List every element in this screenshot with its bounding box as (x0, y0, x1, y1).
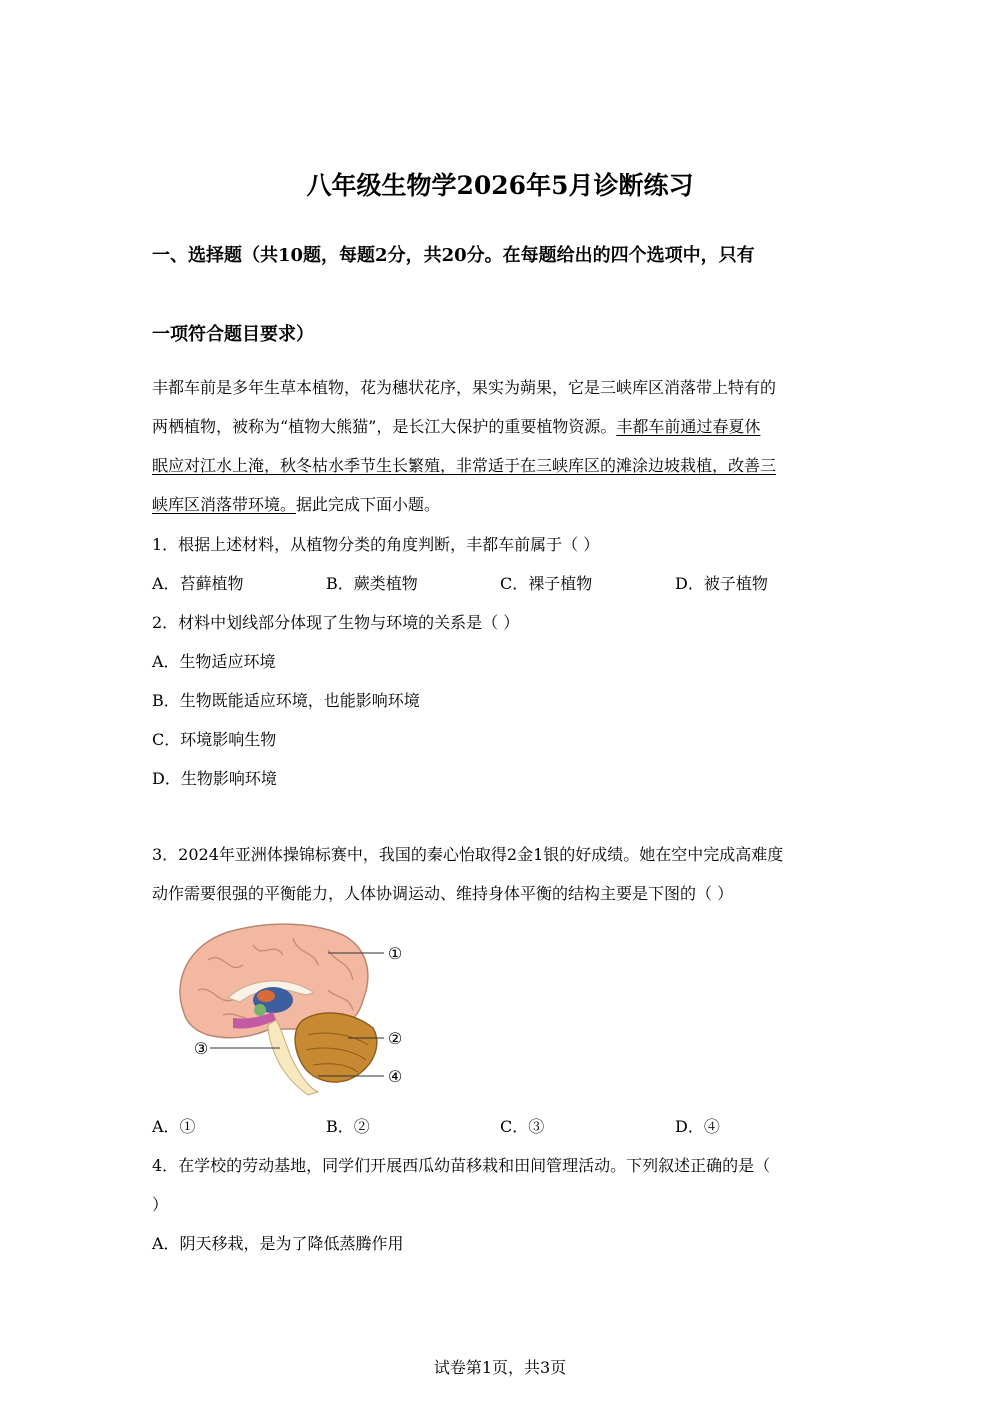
q4-option-a: A．阴天移栽，是为了降低蒸腾作用 (152, 1234, 404, 1253)
q1-option-b: B．蕨类植物 (326, 574, 418, 593)
q3-option-c: C．③ (500, 1117, 545, 1136)
q3-option-b: B．② (326, 1117, 370, 1136)
passage-line (152, 415, 760, 439)
question-1-stem: 1．根据上述材料，从植物分类的角度判断，丰都车前属于（ ） (152, 535, 600, 554)
fig-label-1: ① (387, 944, 403, 963)
section-heading-line2: 一项符合题目要求） (152, 324, 314, 345)
q1-option-c: C．裸子植物 (500, 574, 593, 593)
q3-option-a: A．① (152, 1117, 196, 1136)
question-3-stem-line1: 3．2024年亚洲体操锦标赛中，我国的秦心怡取得2金1银的好成绩。她在空中完成高难度 (152, 845, 784, 864)
section-heading-line1: 一、选择题（共10题，每题2分，共20分。在每题给出的四个选项中，只有 (152, 245, 755, 266)
passage-underlined-text: 丰都车前通过春夏休 (616, 417, 761, 436)
q2-option-d: D．生物影响环境 (152, 769, 277, 788)
page-footer: 试卷第1页，共3页 (433, 1358, 567, 1377)
question-2-stem: 2．材料中划线部分体现了生物与环境的关系是（ ） (152, 613, 520, 632)
fig-label-3: ③ (193, 1039, 209, 1058)
passage-text: 两栖植物，被称为“植物大熊猫”，是长江大保护的重要植物资源。 (152, 417, 617, 436)
passage-line (152, 493, 440, 517)
page-title: 八年级生物学2026年5月诊断练习 (306, 171, 694, 200)
passage-underlined-line: 眠应对江水上淹，秋冬枯水季节生长繁殖，非常适于在三峡库区的滩涂边坡栽植，改善三 (152, 456, 777, 475)
passage-text: 据此完成下面小题。 (296, 495, 441, 514)
q2-option-c: C．环境影响生物 (152, 730, 277, 749)
brain-diagram (168, 920, 418, 1100)
question-3-stem-line2: 动作需要很强的平衡能力，人体协调运动、维持身体平衡的结构主要是下图的（ ） (152, 884, 734, 903)
q3-option-d: D．④ (675, 1117, 720, 1136)
passage-line: 丰都车前是多年生草本植物，花为穗状花序，果实为蒴果，它是三峡库区消落带上特有的 (152, 378, 777, 397)
fig-label-4: ④ (387, 1067, 403, 1086)
fig-label-2: ② (387, 1029, 403, 1048)
q1-option-d: D．被子植物 (675, 574, 768, 593)
q2-option-a: A．生物适应环境 (152, 652, 276, 671)
question-4-stem-line1: 4．在学校的劳动基地，同学们开展西瓜幼苗移栽和田间管理活动。下列叙述正确的是（ (152, 1156, 771, 1175)
question-4-stem-line2: ） (152, 1195, 169, 1214)
q2-option-b: B．生物既能适应环境，也能影响环境 (152, 691, 420, 710)
q1-option-a: A．苔藓植物 (152, 574, 244, 593)
passage-underlined-text: 峡库区消落带环境。 (152, 495, 297, 514)
